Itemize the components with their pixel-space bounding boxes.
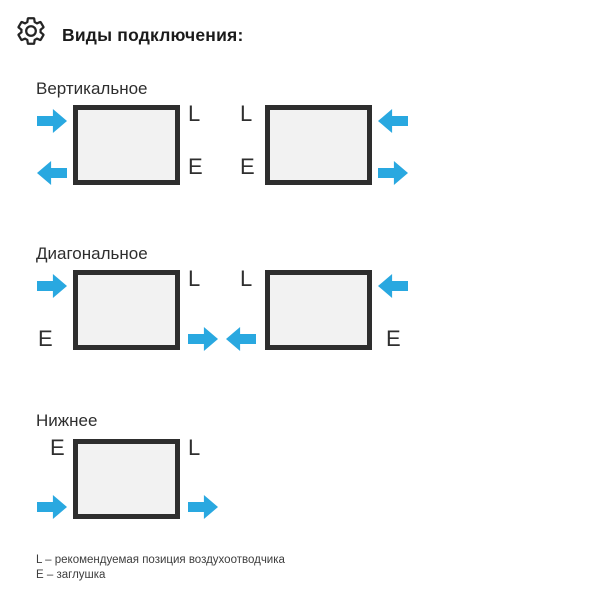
radiator-box: [73, 270, 180, 350]
legend-plug: E – заглушка: [36, 569, 106, 581]
port-label-air-vent: L: [240, 266, 253, 291]
port-label-plug: E: [188, 154, 203, 179]
port-label-air-vent: L: [188, 101, 201, 126]
port-label-air-vent: L: [240, 101, 253, 126]
flow-in-arrow-icon: [378, 274, 408, 298]
flow-in-arrow-icon: [37, 109, 67, 133]
flow-out-arrow-icon: [188, 495, 218, 519]
radiator-box: [265, 270, 372, 350]
gear-icon: [15, 15, 47, 47]
section-label: Диагональное: [36, 244, 148, 263]
port-label-plug: E: [38, 326, 53, 351]
port-label-air-vent: L: [188, 435, 201, 460]
section-label: Нижнее: [36, 411, 98, 430]
flow-out-arrow-icon: [37, 161, 67, 185]
flow-in-arrow-icon: [37, 274, 67, 298]
radiator-box: [265, 105, 372, 185]
flow-in-arrow-icon: [378, 109, 408, 133]
section-label: Вертикальное: [36, 79, 148, 98]
port-label-plug: E: [50, 435, 65, 460]
port-label-plug: E: [386, 326, 401, 351]
page-title: Виды подключения:: [62, 25, 244, 45]
flow-out-arrow-icon: [378, 161, 408, 185]
port-label-plug: E: [240, 154, 255, 179]
flow-out-arrow-icon: [226, 327, 256, 351]
legend-air-vent: L – рекомендуемая позиция воздухоотводчика: [36, 554, 285, 566]
radiator-box: [73, 439, 180, 519]
port-label-air-vent: L: [188, 266, 201, 291]
radiator-box: [73, 105, 180, 185]
flow-in-arrow-icon: [37, 495, 67, 519]
flow-out-arrow-icon: [188, 327, 218, 351]
